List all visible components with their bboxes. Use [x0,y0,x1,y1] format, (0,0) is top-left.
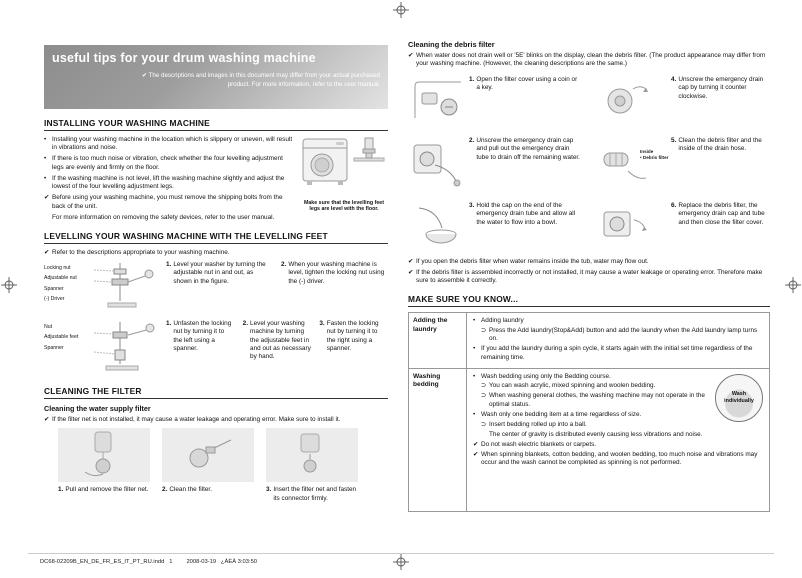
line-text: Wash only one bedding item at a time regardless of size. [481,410,642,418]
indent-spacer [44,214,52,222]
installing-bullets [44,136,294,225]
row-label: Washing bedding [409,369,467,511]
nut-diagram [44,261,158,313]
table-line [473,451,763,468]
debris-step [671,137,773,189]
print-footer [40,559,257,565]
sub-marker: ⊃ [481,420,487,428]
debris-step [671,202,773,250]
table-line [481,421,707,429]
filter-note [44,416,388,424]
footer-timestamp: 2008-03-19 ¿ÀÈÄ 3:03:50 [186,559,258,565]
diagram-label: Spanner [44,285,64,292]
diagram-label: Nut [44,324,53,331]
table-line [473,441,763,449]
debris-step5-illustration [584,137,668,189]
step-number: 1. [58,486,64,494]
debris-step [469,76,581,124]
banner-note: ✔ The descriptions and images in this document may differ from your actual purchased product. For more information, refer to the user manual. [141,72,380,88]
feet-diagram-icon [92,320,156,378]
subheading-water-supply-filter: Cleaning the water supply filter [44,404,151,414]
levelling-row-feet [44,320,388,378]
sub-marker: ⊃ [481,392,487,400]
section-heading-make-sure: MAKE SURE YOU KNOW... [408,294,770,307]
diagram-label: Adjustable feet [44,334,79,341]
filter-insert-icon [269,430,355,480]
make-sure-table [408,312,770,512]
sub-marker: ⊃ [481,382,487,390]
step-number: 2. [162,486,168,494]
check-icon: ✔ [44,194,50,202]
washer-caption: Make sure that the levelling feet legs are level with the floor. [303,199,385,213]
sub-marker: ⊃ [481,326,487,334]
step-text: Clean the debris filter and the inside of the drain hose. [678,136,762,153]
feet-diagram [44,320,158,378]
bullet-marker: • [473,345,476,353]
check-icon: ✔ [44,248,50,256]
filter-step2-illustration [162,428,254,482]
levelling-step [281,261,388,313]
line-text: Do not wash electric blankets or carpets. [481,440,597,448]
note-text: If the filter net is not installed, it may cause a water leakage and operating error. Make sure to install it. [52,416,341,424]
check-icon: ✔ [408,52,414,59]
step-text: Level your washing machine by turning the adjustable feet in and out as necessary by hand. [250,320,311,361]
page-trim-line [28,553,774,554]
step-number: 4. [671,75,677,83]
line-text: When washing general clothes, the washing machine may not operate in the optimal status. [489,392,705,408]
row-content [467,369,769,511]
table-line [473,345,763,362]
note-text: If you open the debris filter when water remains inside the tub, water may flow out. [416,257,649,265]
bullet-marker: • [44,136,47,143]
wash-individually-badge [715,374,763,422]
table-line [473,373,707,381]
debris-step6-illustration [584,202,668,250]
step-number: 2. [469,136,475,144]
bullet-text: If the washing machine is not level, lift the washing machine slightly and adjust the lowest of the four levelling adjustment legs. [52,174,285,191]
step-number: 2. [242,320,249,328]
inside-label-line2: • Debris filter [640,154,669,160]
note-text: If the debris filter is assembled incorrectly or not installed, it may cause a water leakage or operating error. Therefore make sure to assemble it correctly. [416,268,763,285]
bullet-text: If there is too much noise or vibration, check whether the four levelling adjustment legs are evenly and firmly on the floor. [52,155,283,171]
coin-open-cover-icon [409,76,465,124]
debris-step4-illustration [584,76,668,124]
washing-machine-illustration [300,136,388,225]
step-text: Insert the filter net and fasten its connector firmly. [273,486,357,502]
check-icon: ✔ [473,440,479,448]
footer-filename: DC68-02209B_EN_DE_FR_ES_IT_PT_RU.indd 1 [40,559,173,565]
inside-label-line1: Inside [640,148,654,154]
registration-mark-top [393,2,409,18]
step-number: 3. [319,320,325,328]
bullet-item [44,136,294,153]
nut-diagram-icon [92,261,156,313]
filter-step3-illustration [266,428,358,482]
table-line [481,327,763,344]
step-text: Fasten the locking nut by turning it to the right using a spanner. [326,320,379,353]
step-text: Unfasten the locking nut by turning it to the left using a spanner. [173,320,232,353]
step-number: 1. [166,320,172,328]
levelling-row-nut [44,261,388,313]
step-number: 1. [166,261,172,269]
right-column [408,40,770,512]
bullet-marker: • [44,174,47,182]
step-text: Replace the debris filter, the emergency drain cap and tube and then close the filter cover. [678,201,765,226]
table-line [489,431,707,439]
section-heading-installing: INSTALLING YOUR WASHING MACHINE [44,118,388,131]
levelling-intro [44,249,388,257]
filter-step-texts [44,486,388,503]
step-text: Open the filter cover using a coin or a key. [476,75,578,92]
filter-step1-illustration [58,428,150,482]
row-content [467,313,769,368]
line-text: Wash bedding using only the Bedding course. [481,372,611,380]
bullet-marker: • [473,410,476,418]
check-note-continued [44,214,294,222]
diagram-label: (-) Driver [44,296,65,303]
check-icon: ✔ [44,416,50,424]
step-text: Hold the cap on the end of the emergency drain tube and allow all the water to flow into a bowl. [476,201,576,226]
bullet-item [44,155,294,172]
line-text: If you add the laundry during a spin cycle, it starts again with the initial set time regardless of the remaining time. [481,345,753,361]
inside-debris-filter-label [640,149,670,160]
diagram-labels [44,320,92,378]
debris-step [469,202,581,250]
bowl-drain-icon [409,202,465,250]
registration-mark-left [1,277,17,293]
step-number: 2. [281,261,287,269]
levelling-step [243,320,312,378]
step-text: Clean the filter. [169,486,212,494]
left-column [44,45,388,503]
filter-step [162,486,254,503]
title-banner [44,45,388,109]
levelling-step [319,320,388,378]
bullet-marker: • [44,155,47,163]
step-text: Unscrew the emergency drain cap and pull out the emergency drain tube to drain off the remaining water. [476,136,580,161]
step-number: 3. [266,486,272,494]
step-number: 1. [469,75,475,83]
step-text: Unscrew the emergency drain cap by turning it counter clockwise. [678,75,764,100]
debris-note2 [408,269,770,286]
debris-step [469,137,581,189]
debris-step [671,76,773,124]
diagram-label: Locking nut [44,265,71,272]
row-label: Adding the laundry [409,313,467,368]
bullet-marker: • [473,372,476,380]
check-note [44,194,294,211]
step-number: 5. [671,136,677,144]
registration-mark-bottom [393,554,409,570]
levelling-step [166,261,273,313]
filter-step [58,486,150,503]
filter-illustrations [44,428,388,482]
debris-note1 [408,258,770,266]
check-text: For more information on removing the safety devices, refer to the user manual. [52,213,275,221]
debris-step1-illustration [408,76,466,124]
step-text: When your washing machine is level, tighten the locking nut using the (-) driver. [288,261,385,285]
page-title: useful tips for your drum washing machine [52,51,316,65]
check-icon: ✔ [408,268,414,276]
check-icon: ✔ [408,257,414,265]
levelling-step [166,320,235,378]
installing-content [44,136,388,225]
line-text: The center of gravity is distributed evenly causing less vibrations and noise. [489,430,703,438]
section-heading-cleaning-filter: CLEANING THE FILTER [44,386,388,399]
debris-step3-illustration [408,202,466,250]
table-line [473,411,707,419]
bullet-text: Installing your washing machine in the location which is slippery or uneven, will result in vibrations and noise. [52,136,293,152]
debris-filter-hose-icon [600,137,652,189]
line-text: Adding laundry [481,316,524,324]
debris-step2-illustration [408,137,466,189]
leveling-foot-detail-icon [352,136,386,166]
diagram-labels [44,261,92,313]
filter-clean-icon [165,430,251,480]
intro-text: When water does not drain well or '5E' blinks on the display, clean the debris filter. (The product appearance may differ from your washing machine. (However, the cleaning descriptions are the same.) [416,52,766,68]
subheading-debris-filter: Cleaning the debris filter [408,40,495,49]
table-line [481,392,707,409]
bullet-item [44,175,294,192]
diagram-label: Adjustable nut [44,275,77,282]
table-row-washing-bedding [409,369,769,511]
table-row-adding-laundry [409,313,769,369]
step-number: 6. [671,201,677,209]
line-text: You can wash acrylic, mixed spinning and woolen bedding. [489,382,656,390]
drain-tube-icon [409,137,465,189]
table-line [473,317,763,325]
line-text: Insert bedding rolled up into a ball. [489,420,587,428]
unscrew-cap-icon [596,76,656,124]
intro-text: Refer to the descriptions appropriate to your washing machine. [52,248,230,256]
filter-step [266,486,358,503]
filter-remove-icon [61,430,147,480]
diagram-label: Spanner [44,344,64,351]
check-icon: ✔ [473,450,479,458]
table-line [481,382,707,390]
step-number: 3. [469,201,475,209]
line-text: Press the Add laundry(Stop&Add) button and add the laundry when the Add laundry lamp turns on. [489,326,758,343]
section-heading-levelling: LEVELLING YOUR WASHING MACHINE WITH THE LEVELLING FEET [44,231,388,244]
badge-text: Wash individually [724,391,754,404]
step-text: Pull and remove the filter net. [65,486,149,494]
replace-filter-icon [598,202,654,250]
washer-icon [300,136,352,186]
step-text: Level your washer by turning the adjustable nut in and out, as shown in the figure. [173,261,266,285]
line-text: When spinning blankets, cotton bedding, and woolen bedding, too much noise and vibrations may occur and the wash cannot be completed as spinning is not performed. [481,450,758,467]
registration-mark-right [785,277,801,293]
debris-steps-grid [408,76,770,250]
bullet-marker: • [473,316,476,324]
debris-intro [408,52,770,69]
check-text: Before using your washing machine, you must remove the shipping bolts from the back of the unit. [52,194,283,210]
